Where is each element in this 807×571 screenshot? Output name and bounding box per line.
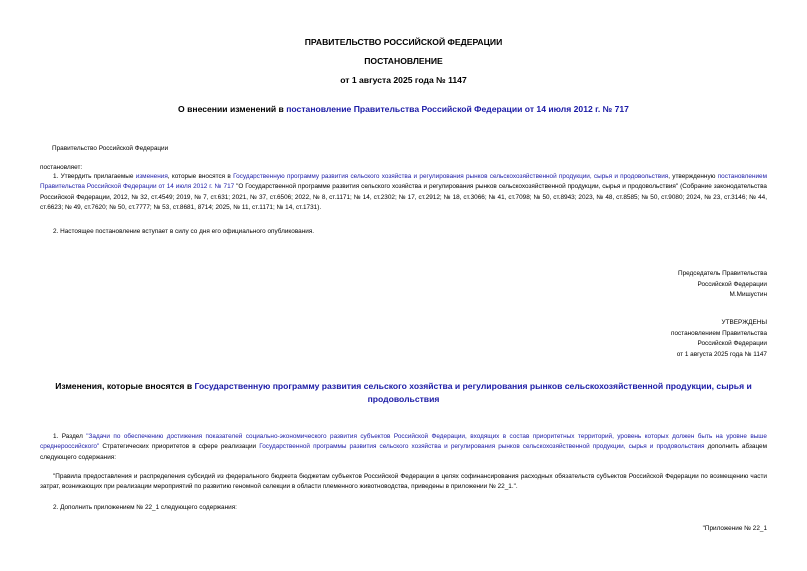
link-state-program[interactable]: Государственную программу развития сельского хозяйства и регулирования рынков сельскохозяйственной продукции, сырья и продовольствия bbox=[233, 173, 669, 180]
c1-text-b: Стратегических приоритетов в сфере реализации bbox=[99, 443, 260, 451]
signature-block bbox=[678, 269, 767, 301]
title-link-resolution-717[interactable]: постановление Правительства Российской Федерации от 14 июля 2012 г. № 717 bbox=[286, 104, 629, 114]
approval-line-1: УТВЕРЖДЕНЫ bbox=[721, 319, 767, 326]
appendix-heading: "Приложение № 22_1 bbox=[702, 525, 767, 532]
document-date-number: от 1 августа 2025 года № 1147 bbox=[340, 75, 467, 85]
signature-country: Российской Федерации bbox=[697, 280, 767, 288]
p1-text-a: 1. Утвердить прилагаемые bbox=[53, 173, 136, 180]
government-heading: ПРАВИТЕЛЬСТВО РОССИЙСКОЙ ФЕДЕРАЦИИ bbox=[304, 37, 503, 47]
approval-line-3: Российской Федерации bbox=[697, 340, 767, 348]
issuer: Правительство Российской Федерации bbox=[52, 145, 169, 152]
p1-text-d: "О Государственной программе развития сельского хозяйства и регулирования рынков сельскохозяйственной продукции, сырья и продовольствия" (Собрание законодательства Российской Федерации, 2012, № 32, ст.4549; 2019, № 7, ст.631; 2021, № 37, ст.6506; 2022, № 8, ст.1171; № 14, ст.2302; № 17, ст.2912; № 18, ст.3066; № 41, ст.7098; № 50, ст.8943; 2023, № 48, ст.8585; № 50, ст.9080; 2024, № 23, ст.3146; № 44, ст.6623; № 49, ст.7620; № 50, ст.7777; № 53, ст.8681, 8714; 2025, № 11, ст.1171; № 14, ст.1731). bbox=[40, 183, 767, 212]
approval-line-4: от 1 августа 2025 года № 1147 bbox=[676, 351, 767, 359]
change-item-1 bbox=[40, 432, 767, 463]
document-type: ПОСТАНОВЛЕНИЕ bbox=[364, 56, 443, 66]
c1-text-a: 1. Раздел bbox=[53, 433, 87, 440]
approval-line-2: постановлением Правительства bbox=[671, 329, 767, 337]
resolves-text: постановляет: bbox=[40, 164, 83, 171]
link-section-tasks[interactable]: "Задачи по обеспечению достижения показателей социально-экономического развития субъектов Российской Федерации, входящих в состав приоритетных территорий, уровень которых должен быть на уровне выше среднероссийского" bbox=[40, 433, 767, 451]
title-prefix: О внесении изменений в bbox=[178, 104, 287, 114]
p1-text-b: , которые вносятся в bbox=[167, 173, 234, 180]
signature-title: Председатель Правительства bbox=[678, 270, 767, 277]
link-resolution-717[interactable]: постановлением Правительства Российской Федерации от 14 июля 2012 г. № 717 bbox=[40, 173, 767, 191]
link-changes[interactable]: изменения bbox=[135, 173, 168, 180]
link-state-program-2[interactable]: Государственной программы развития сельского хозяйства и регулирования рынков сельскохозяйственной продукции, сырья и продовольствия bbox=[259, 443, 705, 451]
paragraph-1 bbox=[40, 172, 767, 214]
change-item-2: 2. Дополнить приложением № 22_1 следующего содержания: bbox=[53, 504, 237, 511]
changes-title-prefix: Изменения, которые вносятся в bbox=[55, 381, 195, 391]
changes-title bbox=[28, 380, 779, 405]
c1-text-c: дополнить абзацем следующего содержания: bbox=[40, 443, 767, 461]
approval-block bbox=[671, 318, 767, 361]
document-title bbox=[0, 104, 807, 114]
p1-text-c: , утвержденную bbox=[668, 173, 718, 180]
changes-title-link[interactable]: Государственную программу развития сельского хозяйства и регулирования рынков сельскохозяйственной продукции, сырья и продовольствия bbox=[194, 381, 752, 404]
paragraph-2: 2. Настоящее постановление вступает в силу со дня его официального опубликования. bbox=[53, 228, 315, 235]
quoted-paragraph: "Правила предоставления и распределения субсидий из федерального бюджета бюджетам субъектов Российской Федерации в целях софинансирования расходных обязательств субъектов Российской Федерации по возмещению части затрат, возникающих при реализации мероприятий по развитию геномной селекции в области племенного животноводства, приведены в приложении № 22_1.". bbox=[40, 473, 767, 491]
signature-name: М.Мишустин bbox=[729, 291, 767, 299]
